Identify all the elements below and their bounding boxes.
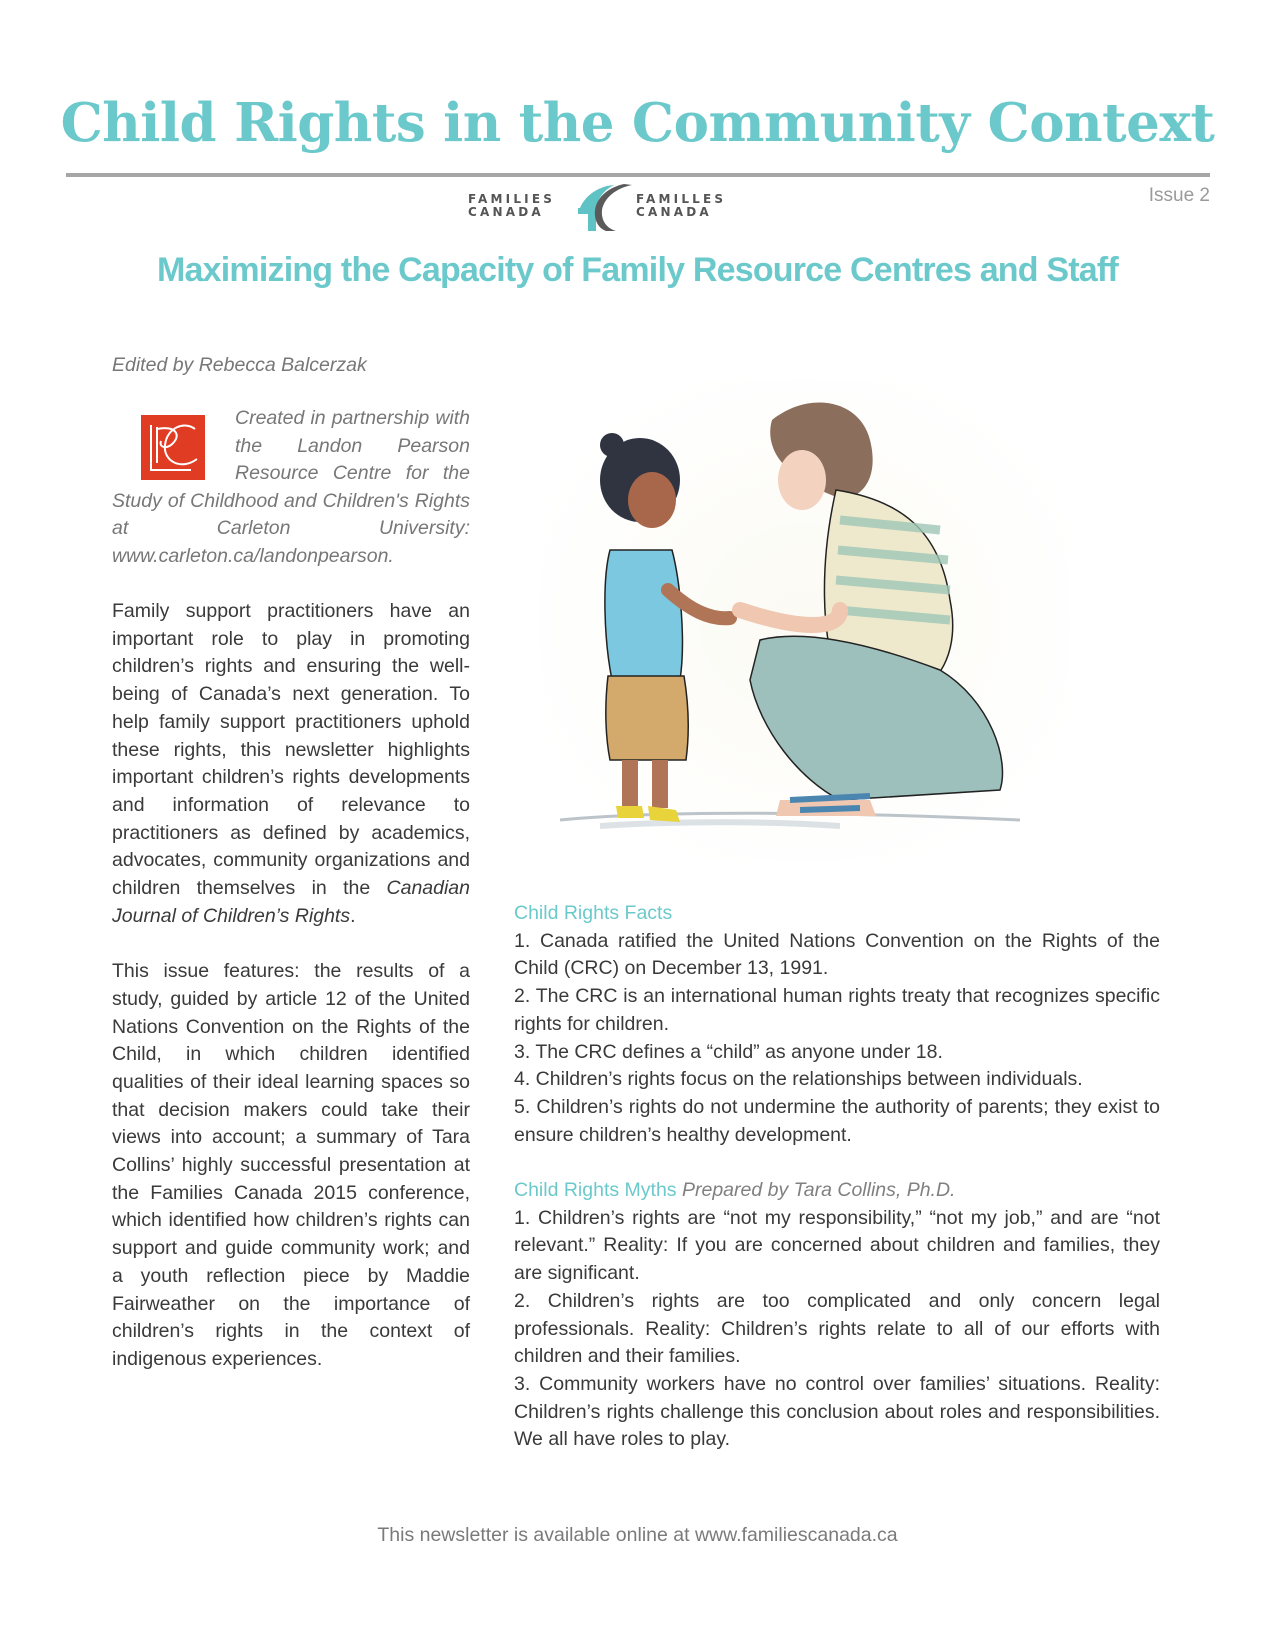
logo-text-canada-en: CANADA bbox=[468, 205, 544, 219]
myths-heading: Child Rights Myths bbox=[514, 1179, 677, 1202]
intro-paragraph-2: This issue features: the results of a study, guided by article 12 of the United Nations Convention on the Rights of the Child, in which children identified qualities of their ideal learning spaces so that decision makers could take their views into account; a summary of Tara Collins’ highly successful presentation at the Families Canada 2015 conference, which identified how children’s rights can support and guide community work; and a youth reflection piece by Maddie Fairweather on the importance of children’s rights in the context of indigenous experiences. bbox=[112, 960, 470, 1370]
fact-item: 5. Children’s rights do not undermine the authority of parents; they exist to ensure children’s healthy development. bbox=[514, 1095, 1160, 1146]
fact-item: 1. Canada ratified the United Nations Convention on the Rights of the Child (CRC) on December 13, 1991. bbox=[514, 929, 1160, 980]
title-divider bbox=[66, 173, 1210, 177]
fact-item: 2. The CRC is an international human rights treaty that recognizes specific rights for children. bbox=[514, 985, 1160, 1035]
logo-text-families: FAMILIES bbox=[468, 192, 556, 206]
illustration-woman-and-child bbox=[540, 380, 1070, 860]
myths-byline: Prepared by Tara Collins, Ph.D. bbox=[681, 1179, 956, 1202]
fact-item: 4. Children’s rights focus on the relationships between individuals. bbox=[514, 1068, 1083, 1091]
families-canada-logo bbox=[468, 184, 758, 232]
footer-note: This newsletter is available online at www.familiescanada.ca bbox=[377, 1524, 898, 1546]
newsletter-subtitle: Maximizing the Capacity of Family Resource Centres and Staff bbox=[157, 251, 1118, 289]
fact-item: 3. The CRC defines a “child” as anyone under 18. bbox=[514, 1040, 943, 1063]
issue-number: Issue 2 bbox=[1148, 185, 1210, 206]
myths-heading-line bbox=[514, 1177, 1160, 1205]
myth-item: 1. Children’s rights are “not my responsibility,” “not my job,” and are “not relevant.” Reality: If you are concerned about children and families, they are significant. bbox=[514, 1206, 1160, 1285]
editor-credit: Edited by Rebecca Balcerzak bbox=[112, 354, 367, 376]
myth-item: 3. Community workers have no control over families’ situations. Reality: Children’s rights challenge this conclusion about roles and responsibilities. We all have roles to play. bbox=[514, 1372, 1160, 1451]
newsletter-title: Child Rights in the Community Context bbox=[60, 92, 1215, 154]
logo-text-familles: FAMILLES bbox=[636, 192, 727, 206]
facts-heading: Child Rights Facts bbox=[514, 902, 673, 924]
partnership-block bbox=[112, 405, 470, 571]
intro-column bbox=[112, 598, 470, 1401]
journal-title: Canadian Journal of Children’s Rights bbox=[112, 877, 470, 927]
facts-myths-column bbox=[514, 900, 1160, 1454]
logo-text-canada-fr: CANADA bbox=[636, 205, 712, 219]
partnership-text: Created in partnership with the Landon Pearson Resource Centre for the Study of Childhood and Children's Rights at Carleton University: www.carleton.ca/landonpearson. bbox=[112, 407, 470, 567]
logo-swoosh-icon bbox=[572, 184, 634, 232]
intro-paragraph-1: Family support practitioners have an important role to play in promoting children’s rights and ensuring the well-being of Canada’s next generation. To help family support practitioners uphold these rights, this newsletter highlights important children’s rights developments and information of relevance to practitioners as defined by academics, advocates, community organizations and children themselves in the Canadian Journal of Children’s Rights. bbox=[112, 600, 470, 927]
myth-item: 2. Children’s rights are too complicated and only concern legal professionals. Reality: Children’s rights relate to all of our efforts with children and their families. bbox=[514, 1289, 1160, 1368]
section-spacer bbox=[514, 1149, 1160, 1177]
lpc-logo-icon bbox=[141, 415, 205, 480]
